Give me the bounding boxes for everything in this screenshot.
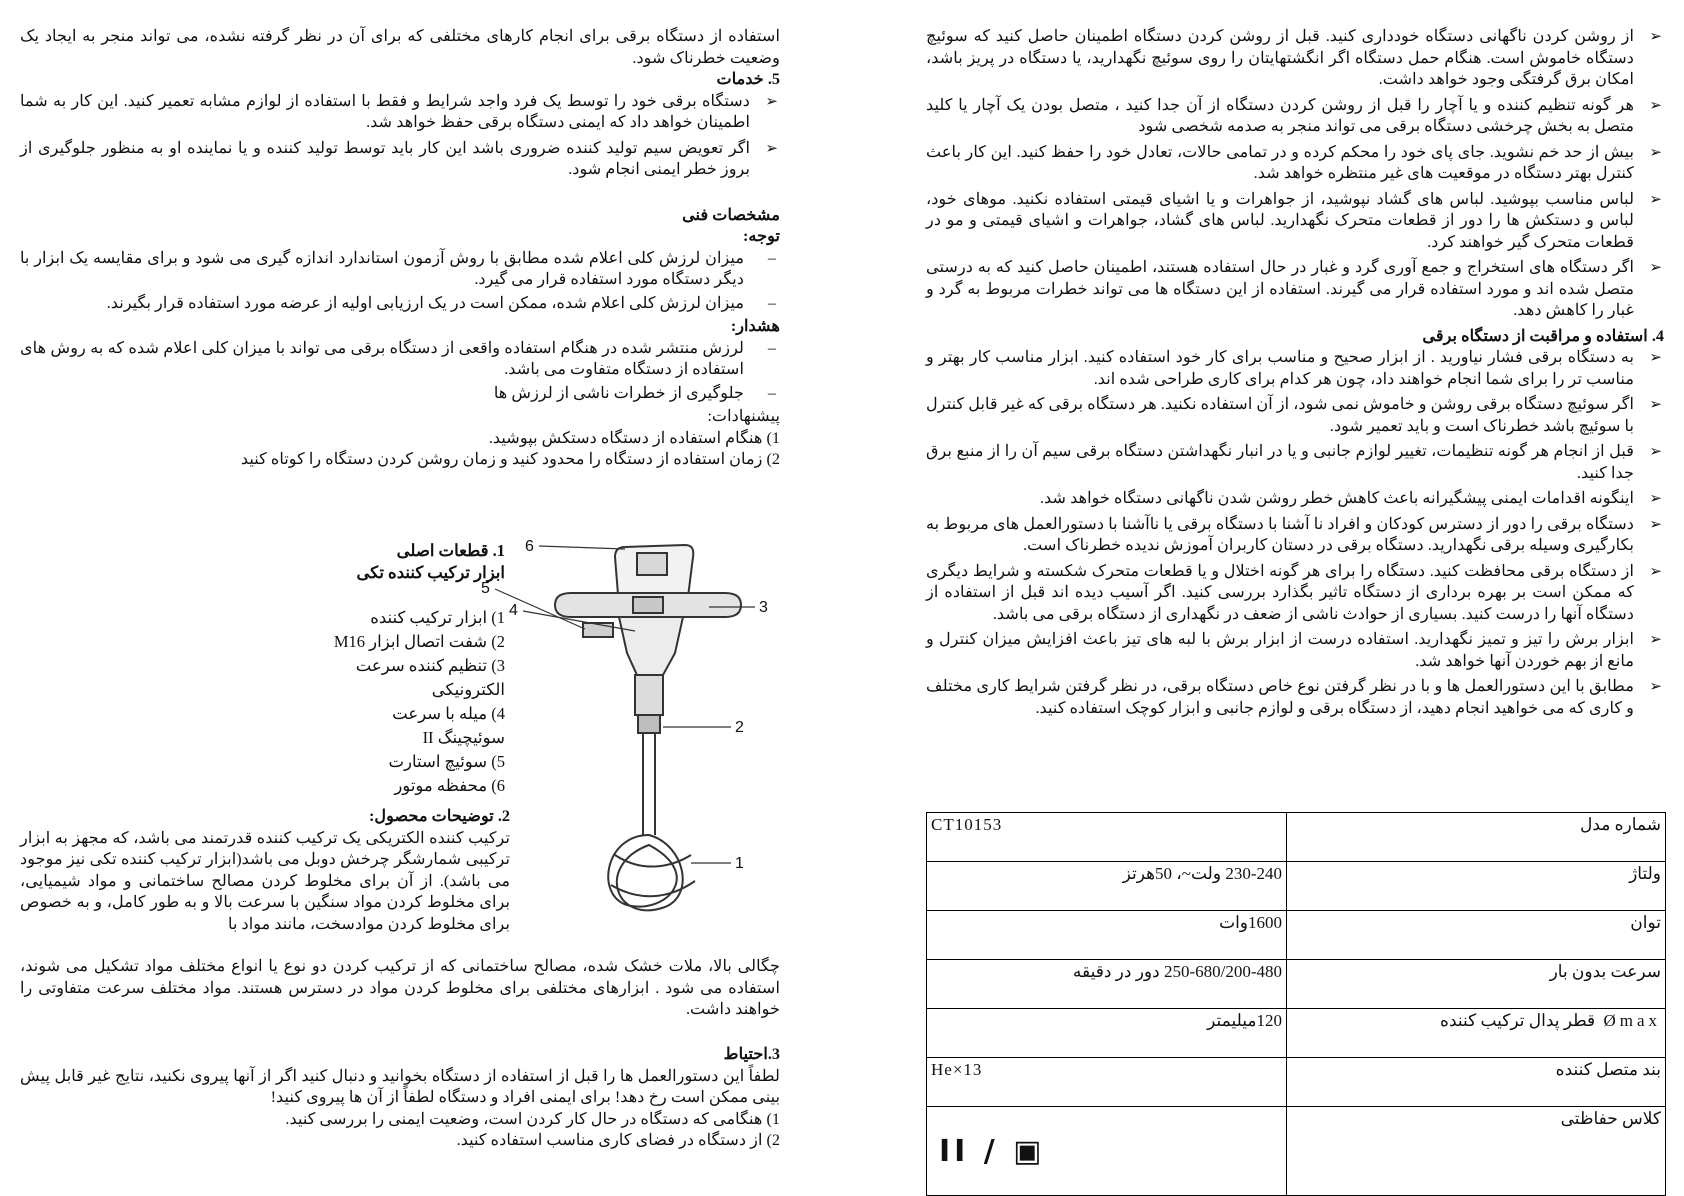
spec-value: CT10153 (927, 813, 1287, 862)
part-item: 3) تنظیم کننده سرعت الکترونیکی (355, 656, 505, 699)
table-row (927, 1107, 1666, 1196)
right-column (926, 26, 1664, 723)
warning-title: هشدار: (730, 317, 780, 335)
callout-label: 2 (735, 719, 744, 736)
spec-label: ولتاژ (1287, 862, 1666, 911)
spec-table (926, 812, 1666, 1196)
spec-label: شماره مدل (1287, 813, 1666, 862)
spec-value: 250-680/200-480 دور در دقیقه (927, 960, 1287, 1009)
callout-label: 4 (509, 602, 518, 619)
bullet-item: ➢ هر گونه تنظیم کننده و یا آچار را قبل از روشن کردن دستگاه از آن جدا کنید ، متصل بودن یک آچار یا کلید متصل به بخش چرخشی دستگاه برقی می تواند منجر به صدمه شخصی شود (926, 95, 1664, 138)
callout-label: 5 (481, 580, 490, 597)
bullet-item: ➢ اگر تعویض سیم تولید کننده ضروری باشد این کار باید توسط تولید کننده و یا نماینده او به منظور جلوگیری از بروز خطر ایمنی انجام شود. (20, 138, 780, 181)
section-4-title: 4. استفاده و مراقبت از دستگاه برقی (1422, 326, 1664, 345)
bullet-item: ➢ بیش از حد خم نشوید. جای پای خود را محکم کرده و در تمامی حالات، تعادل خود را حفظ کنید. این کار باعث کنترل بهتر دستگاه در موقعیت های غیر منتظره خواهد شد. (926, 142, 1664, 185)
section-5-title: 5. خدمات (716, 70, 780, 88)
parts-list (330, 540, 505, 798)
bullet-item: ➢ لباس مناسب بپوشید. لباس های گشاد نپوشید، از جواهرات و یا اشیای قیمتی استفاده نکنید. موهای خود، لباس و دستکش ها را دور از قطعات متحرک نگهدارید. لباس های گشاد، جواهرات و اشیای قیمتی و مو در قطعات متحرک گیر خواهند کرد. (926, 189, 1664, 254)
spec-label: سرعت بدون بار (1287, 960, 1666, 1009)
callout-label: 6 (525, 538, 534, 555)
description-text: ترکیب کننده الکتریکی یک ترکیب کننده قدرتمند می باشد، که مجهز به ابزار ترکیبی شمارشگر چرخش دوبل می باشد(ابزار ترکیب کننده تکی نیز موجود می باشد). از آن برای مخلوط کردن مصالح ساختمانی و مواد شیمیایی، برای مخلوط کردن مواد سنگین با سرعت بالا و به طور کامل، و به خصوص برای مخلوط کردن مواد‌سخت، مانند مواد با (20, 828, 510, 933)
description-title: 2. توضیحات محصول: (368, 807, 510, 825)
parts-title: 1. قطعات اصلی (396, 541, 505, 560)
warning-item: – جلوگیری از خطرات ناشی از لرزش ها (20, 383, 780, 405)
table-row (927, 813, 1666, 862)
spec-label: بند متصل کننده (1287, 1058, 1666, 1107)
protection-class-value (927, 1107, 1287, 1196)
safety-section (20, 1044, 780, 1152)
note-item: – میزان لرزش کلی اعلام شده، ممکن است در یک ارزیابی اولیه از عرضه مورد استفاده قرار بگیرند. (20, 293, 780, 315)
bullet-item: ➢ اینگونه اقدامات ایمنی پیشگیرانه باعث کاهش خطر روشن شدن ناگهانی دستگاه خواهد شد. (926, 488, 1664, 510)
part-item: 6) محفظه موتور (394, 776, 505, 795)
spec-value: 1600وات (927, 911, 1287, 960)
protection-class-icon: II / ▣ (939, 1133, 1046, 1169)
note-title: توجه: (743, 227, 780, 245)
warning-item: – لرزش منتشر شده در هنگام استفاده واقعی از دستگاه برقی می تواند با میزان کلی اعلام شده که به روش های استفاده از دستگاه متفاوت می باشد. (20, 338, 780, 381)
suggestions-title: پیشنهادات: (707, 407, 780, 425)
part-item: 2) شفت اتصال ابزار M16 (333, 632, 505, 651)
product-description-continued: چگالی بالا، ملات خشک شده، مصالح ساختمانی که از ترکیب کردن دو نوع یا انواع مختلف مواد تشکیل می شوند، استفاده می شود . ابزارهای مختلفی برای مخلوط کردن مواد در دسترس هستند. مواد مختلف سرعت متفاوتی را خواهند داشت. (20, 957, 780, 1018)
safety-title: 3.احتیاط (723, 1045, 780, 1063)
product-description (20, 806, 510, 935)
part-item: 4) میله با سرعت سوئیچینگ II (392, 704, 505, 747)
safety-item: 1) هنگامی که دستگاه در حال کار کردن است، وضعیت ایمنی را بررسی کنید. (285, 1109, 780, 1128)
spec-label: کلاس حفاظتی (1287, 1107, 1666, 1196)
bullet-item: ➢ دستگاه برقی را دور از دسترس کودکان و افراد نا آشنا با دستگاه برقی یا ناآشنا با دستورالعمل های مربوط به بکارگیری وسیله برقی نگهدارید. دستگاه برقی در دستان کاربران آموزش ندیده خطرناک است. (926, 514, 1664, 557)
part-item: 5) سوئیچ استارت (388, 752, 505, 771)
table-row (927, 1009, 1666, 1058)
spec-value: 230-240 ولت~، 50هرتز (927, 862, 1287, 911)
bullet-item: ➢ اگر دستگاه های استخراج و جمع آوری گرد و غبار در حال استفاده هستند، اطمینان حاصل کنید که به درستی متصل شده اند و مورد استفاده قرار می گیرند. استفاده از این دستگاه ها می تواند خطرات مربوط به گرد و غبار را کاهش دهد. (926, 257, 1664, 322)
suggestion-item: 2) زمان استفاده از دستگاه را محدود کنید و زمان روشن کردن دستگاه را کوتاه کنید (240, 450, 780, 468)
mixer-diagram (481, 535, 785, 945)
bullet-item: ➢ دستگاه برقی خود را توسط یک فرد واجد شرایط و فقط با استفاده از لوازم مشابه تعمیر کنید. این کار به شما اطمینان خواهد داد که ایمنی دستگاه برقی حفظ خواهد شد. (20, 91, 780, 134)
spec-value: 120میلیمتر (927, 1009, 1287, 1058)
table-row (927, 960, 1666, 1009)
bullet-item: ➢ قبل از انجام هر گونه تنظیمات، تغییر لوازم جانبی و یا در انبار نگهداشتن دستگاه برقی سیم آن را از منبع برق جدا کنید. (926, 441, 1664, 484)
suggestion-item: 1) هنگام استفاده از دستگاه دستکش بپوشید. (488, 428, 780, 447)
bullet-item: ➢ ابزار برش را تیز و تمیز نگهدارید. استفاده درست از ابزار برش با لبه های تیز باعث افزایش میزان کنترل و مانع از بهم خوردن آنها خواهد شد. (926, 629, 1664, 672)
specs-title: مشخصات فنی (682, 205, 780, 224)
left-column (20, 26, 780, 471)
intro-text: استفاده از دستگاه برقی برای انجام کارهای مختلفی که برای آن در نظر گرفته نشده، می تواند منجر به ایجاد یک وضعیت خطرناک شود. (20, 27, 780, 67)
callout-label: 3 (759, 599, 768, 616)
table-row (927, 1058, 1666, 1107)
spec-value: He×13 (927, 1058, 1287, 1107)
mixing-paddle-shape (608, 835, 682, 910)
bullet-item: ➢ از روشن کردن ناگهانی دستگاه خودداری کنید. قبل از روشن کردن دستگاه اطمینان حاصل کنید که سوئیچ دستگاه خاموش است. هنگام حمل دستگاه اگر انگشتهایتان را روی سوئیچ نگهدارید، یا دستگاه در پریز باشد، امکان برق گرفتگی وجود خواهد داشت. (926, 26, 1664, 91)
bullet-item: ➢ از دستگاه برقی محافظت کنید. دستگاه را برای هر گونه اختلال و یا قطعات متحرک شکسته و شرایط دیگری که ممکن است بر بهره برداری از دستگاه تاثیر بگذارد بررسی کنید. اگر آسیب دیده اند قبل از استفاده از دستگاه آنها را درست کنید. بسیاری از حوادث ناشی از ضعف در نگهداری از دستگاه برقی می باشد. (926, 561, 1664, 626)
bullet-item: ➢ اگر سوئیچ دستگاه برقی روشن و خاموش نمی شود، از آن استفاده نکنید. هر دستگاه برقی که غیر قابل کنترل با سوئیچ باشد خطرناک است و باید تعمیر شود. (926, 394, 1664, 437)
safety-item: 2) از دستگاه در فضای کاری مناسب استفاده کنید. (456, 1131, 780, 1149)
parts-subtitle: ابزار ترکیب کننده تکی (356, 563, 505, 582)
safety-text: لطفاً این دستورالعمل ها را قبل از استفاده از دستگاه بخوانید و دنبال کنید اگر از آنها پیروی نکنید، نتایج غیر قابل پیش بینی ممکن است رخ دهد! برای ایمنی افراد و دستگاه لطفاً از آن ها پیروی کنید! (20, 1066, 780, 1106)
bullet-item: ➢ به دستگاه برقی فشار نیاورید . از ابزار صحیح و مناسب برای کار خود استفاده کنید. ابزار مناسب کار بهتر و مناسب تر را برای شما انجام خواهند داد، چون هر کدام برای کاری طراحی شده اند. (926, 347, 1664, 390)
table-row (927, 911, 1666, 960)
note-item: – میزان لرزش کلی اعلام شده مطابق با روش آزمون استاندارد اندازه گیری می شود و برای مقایسه یک ابزار با دیگر دستگاه مورد استفاده قرار می گیرد. (20, 248, 780, 291)
table-row (927, 862, 1666, 911)
spec-label: Ømax قطر پدال ترکیب کننده (1287, 1009, 1666, 1058)
part-item: 1) ابزار ترکیب کننده (370, 608, 505, 627)
bullet-item: ➢ مطابق با این دستورالعمل ها و با در نظر گرفتن نوع خاص دستگاه برقی، در نظر گرفتن شرایط کاری مختلف و کاری که می خواهید انجام دهید، از دستگاه برقی و لوازم جانبی و ابزار کوچک استفاده کنید. (926, 676, 1664, 719)
spec-label: توان (1287, 911, 1666, 960)
callout-label: 1 (735, 855, 744, 872)
